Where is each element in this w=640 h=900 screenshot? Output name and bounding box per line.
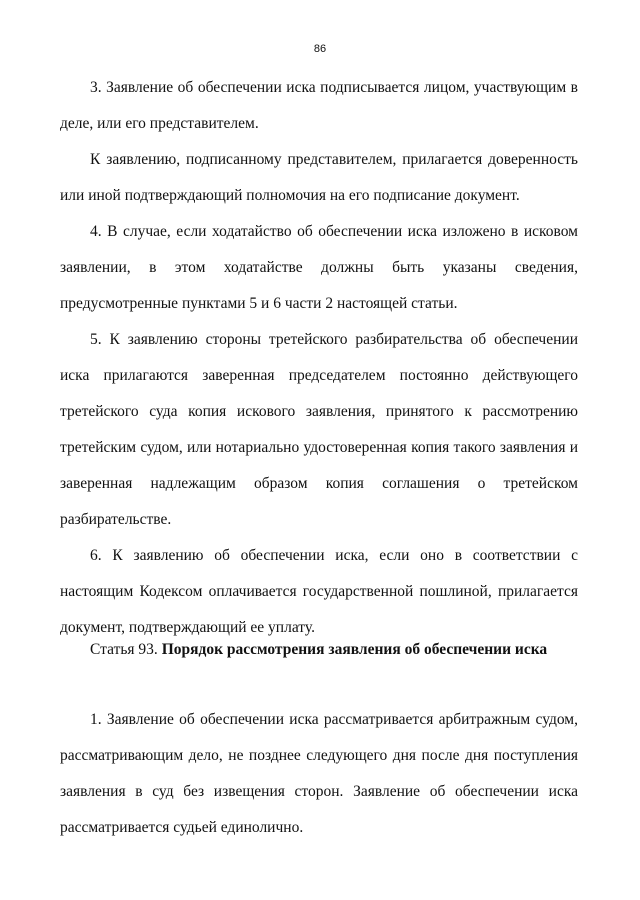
paragraph-3: 3. Заявление об обеспечении иска подписывается лицом, участвующим в деле, или его представителем. xyxy=(60,79,578,132)
article-prefix: Статья 93. xyxy=(90,641,158,658)
body-text-bottom xyxy=(60,702,578,846)
page-number: 86 xyxy=(313,43,327,55)
paragraph-6: 6. К заявлению об обеспечении иска, если оно в соответствии с настоящим Кодексом оплачивается государственной пошлиной, прилагается документ, подтверждающий ее уплату. xyxy=(60,547,578,636)
article-title: Порядок рассмотрения заявления об обеспечении иска xyxy=(161,641,548,658)
body-text-top xyxy=(60,70,578,646)
article-heading xyxy=(60,632,578,668)
paragraph-5: 5. К заявлению стороны третейского разбирательства об обеспечении иска прилагаются заверенная председателем постоянно действующего третейского суда копия искового заявления, принятого к рассмотрению третейским судом, или нотариально удостоверенная копия такого заявления и заверенная надлежащим образом копия соглашения о третейском разбирательстве. xyxy=(60,331,578,528)
article-93-paragraph-1: 1. Заявление об обеспечении иска рассматривается арбитражным судом, рассматривающим дело, не позднее следующего дня после дня поступления заявления в суд без извещения сторон. Заявление об обеспечении иска рассматривается судьей единолично. xyxy=(60,711,578,836)
paragraph-4: 4. В случае, если ходатайство об обеспечении иска изложено в исковом заявлении, в этом ходатайстве должны быть указаны сведения, предусмотренные пунктами 5 и 6 части 2 настоящей статьи. xyxy=(60,223,578,312)
paragraph-3-continued: К заявлению, подписанному представителем, прилагается доверенность или иной подтверждающий полномочия на его подписание документ. xyxy=(60,151,578,204)
